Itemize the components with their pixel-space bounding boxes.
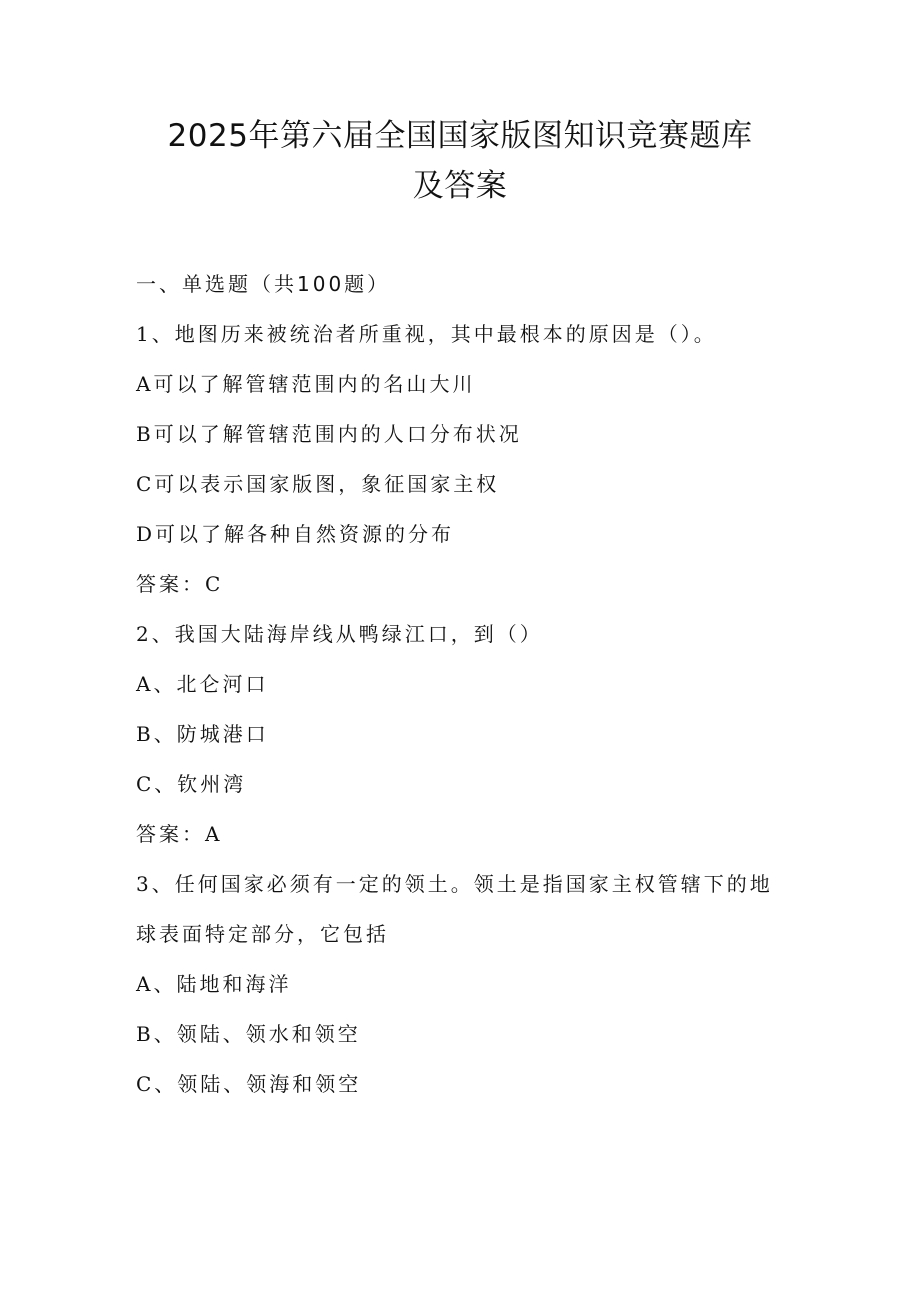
question-1-option-b: B可以了解管辖范围内的人口分布状况 (136, 422, 522, 446)
question-2-stem: 2、我国大陆海岸线从鸭绿江口，到（） (136, 622, 543, 646)
question-1-option-a: A可以了解管辖范围内的名山大川 (136, 372, 476, 396)
question-2-answer: 答案：A (136, 822, 223, 846)
document-title-line-1: 2025年第六届全国国家版图知识竞赛题库 (167, 118, 753, 154)
question-3-option-c: C、领陆、领海和领空 (136, 1072, 362, 1096)
question-1-option-d: D可以了解各种自然资源的分布 (136, 522, 455, 546)
question-1-answer: 答案：C (136, 572, 224, 596)
question-2-option-a: A、北仑河口 (136, 672, 269, 696)
question-2-option-b: B、防城港口 (136, 722, 269, 746)
section-heading: 一、单选题（共100题） (136, 272, 391, 296)
question-3-stem-line-1: 3、任何国家必须有一定的领土。领土是指国家主权管辖下的地 (136, 872, 773, 896)
question-3-option-a: A、陆地和海洋 (136, 972, 292, 996)
question-2-option-c: C、钦州湾 (136, 772, 247, 796)
question-1-option-c: C可以表示国家版图，象征国家主权 (136, 472, 500, 496)
document-title-line-2: 及答案 (412, 168, 508, 204)
question-3-stem-line-2: 球表面特定部分，它包括 (136, 922, 389, 946)
question-1-stem: 1、地图历来被统治者所重视，其中最根本的原因是（）。 (136, 322, 717, 346)
question-3-option-b: B、领陆、领水和领空 (136, 1022, 361, 1046)
